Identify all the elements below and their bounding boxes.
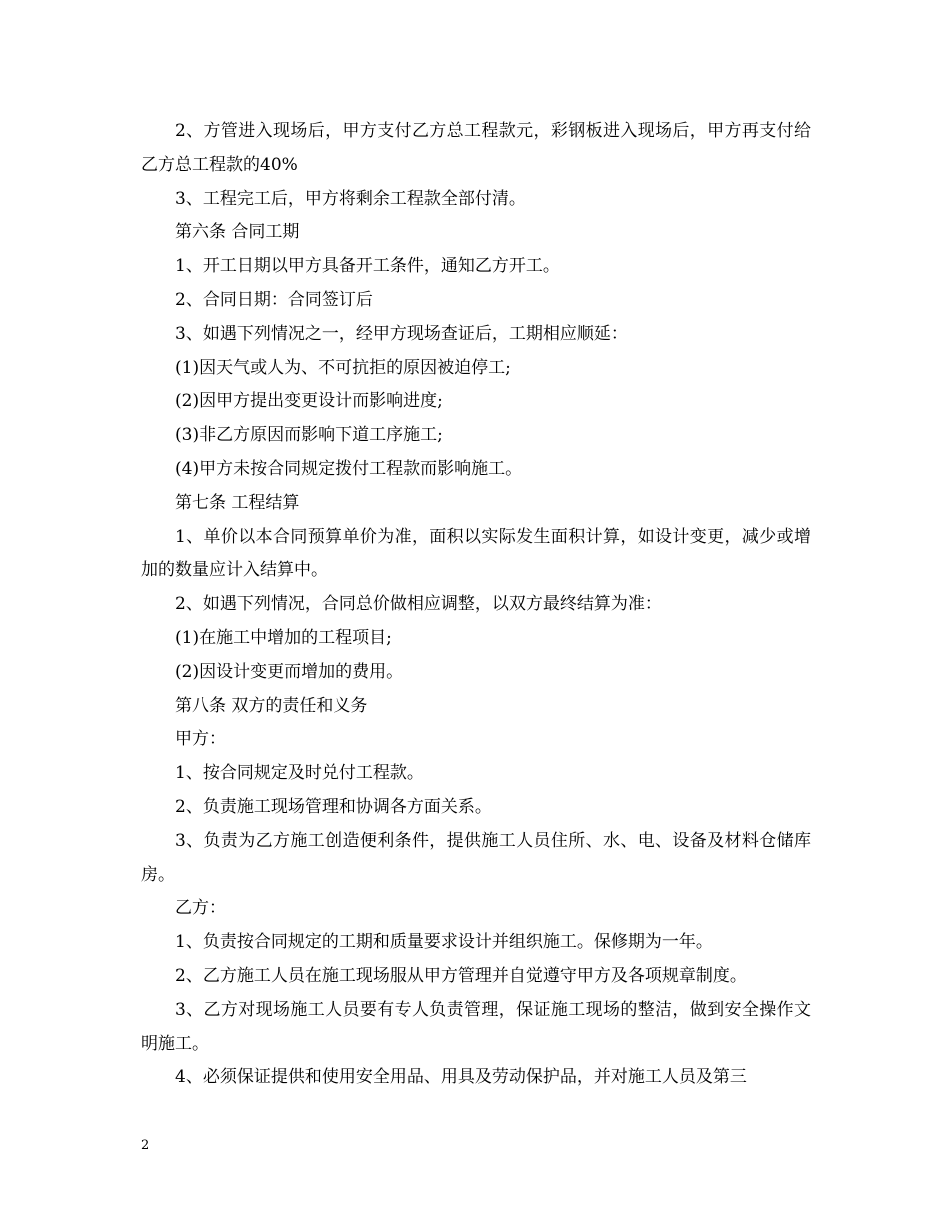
list-item: (1)在施工中增加的工程项目; bbox=[175, 627, 392, 648]
party-label-b: 乙方： bbox=[175, 898, 226, 919]
list-item: (2)因甲方提出变更设计而影响进度; bbox=[175, 391, 443, 412]
document-body bbox=[141, 115, 811, 1095]
list-item: (4)甲方未按合同规定拨付工程款而影响施工。 bbox=[175, 458, 523, 479]
list-item: (3)非乙方原因而影响下道工序施工; bbox=[175, 425, 443, 446]
section-heading: 第六条 合同工期 bbox=[175, 222, 300, 243]
list-item: (2)因设计变更而增加的费用。 bbox=[175, 661, 404, 682]
paragraph: 2、负责施工现场管理和协调各方面关系。 bbox=[175, 796, 492, 817]
paragraph: 3、乙方对现场施工人员要有专人负责管理，保证施工现场的整洁，做到安全操作文明施工。 bbox=[141, 999, 811, 1054]
section-heading: 第八条 双方的责任和义务 bbox=[175, 695, 368, 716]
page-number: 2 bbox=[141, 1138, 150, 1153]
paragraph: 1、按合同规定及时兑付工程款。 bbox=[175, 763, 424, 784]
section-heading: 第七条 工程结算 bbox=[175, 492, 300, 513]
paragraph: 2、如遇下列情况，合同总价做相应调整，以双方最终结算为准： bbox=[175, 594, 662, 615]
paragraph: 2、乙方施工人员在施工现场服从甲方管理并自觉遵守甲方及各项规章制度。 bbox=[175, 965, 747, 986]
party-label-a: 甲方： bbox=[175, 729, 226, 750]
paragraph: 3、工程完工后，甲方将剩余工程款全部付清。 bbox=[175, 188, 526, 209]
paragraph: 2、方管进入现场后，甲方支付乙方总工程款元，彩钢板进入现场后，甲方再支付给乙方总工程款的40% bbox=[141, 121, 811, 175]
paragraph: 3、负责为乙方施工创造便利条件，提供施工人员住所、水、电、设备及材料仓储库房。 bbox=[141, 830, 811, 885]
paragraph: 3、如遇下列情况之一，经甲方现场查证后，工期相应顺延： bbox=[175, 323, 628, 344]
paragraph: 2、合同日期：合同签订后 bbox=[175, 289, 373, 310]
paragraph: 1、单价以本合同预算单价为准，面积以实际发生面积计算，如设计变更，减少或增加的数量应计入结算中。 bbox=[141, 526, 811, 581]
paragraph: 4、必须保证提供和使用安全用品、用具及劳动保护品，并对施工人员及第三 bbox=[175, 1067, 747, 1088]
paragraph: 1、负责按合同规定的工期和质量要求设计并组织施工。保修期为一年。 bbox=[175, 932, 713, 953]
list-item: (1)因天气或人为、不可抗拒的原因被迫停工; bbox=[175, 357, 511, 378]
paragraph: 1、开工日期以甲方具备开工条件，通知乙方开工。 bbox=[175, 256, 560, 277]
